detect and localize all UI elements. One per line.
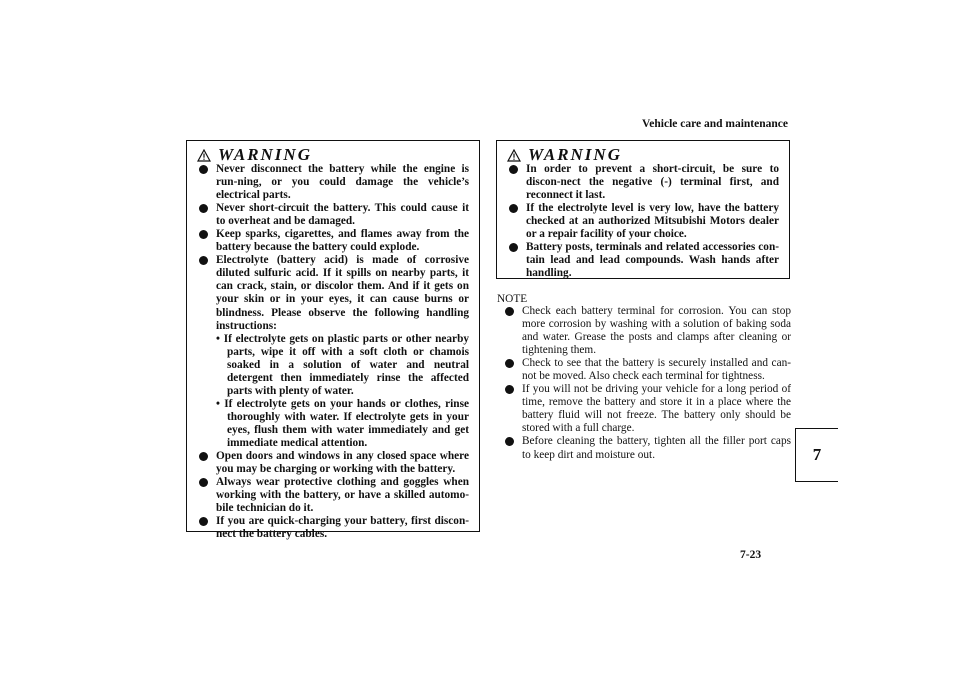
- bullet-icon: [505, 437, 514, 446]
- warning-item-text: Open doors and windows in any closed space where you may be charging or working with the battery.: [216, 450, 469, 476]
- warning-box-left: [186, 140, 480, 541]
- warning-item: [509, 202, 779, 241]
- note-item: [505, 435, 791, 461]
- bullet-icon: [199, 452, 208, 461]
- warning-item-text: Electrolyte (battery acid) is made of corrosive diluted sulfuric acid. If it spills on nearby parts, it can crack, stain, or discolor them. And if it gets on your skin or in your eyes, it can cause burns or blindness. Please observe the following handling instructions:: [216, 254, 469, 332]
- warning-item: [199, 254, 469, 450]
- warning-item-text: Never disconnect the battery while the engine is run-ning, or you could damage the vehicle’s electrical parts.: [216, 163, 469, 202]
- note-item-text: Before cleaning the battery, tighten all the filler port caps to keep dirt and moisture out.: [522, 435, 791, 461]
- warning-item-text: Always wear protective clothing and goggles when working with the battery, or have a skilled automo-bile technician do it.: [216, 476, 469, 515]
- bullet-icon: [199, 230, 208, 239]
- warning-item: [199, 228, 469, 254]
- bullet-icon: [509, 165, 518, 174]
- note-item: [505, 305, 791, 357]
- bullet-icon: [505, 359, 514, 368]
- warning-sub-item: • If electrolyte gets on your hands or clothes, rinse thoroughly with water. If electrolyte gets in your eyes, flush them with water immediately and get immediate medical attention.: [216, 398, 469, 450]
- bullet-icon: [199, 478, 208, 487]
- chapter-tab: 7: [795, 428, 838, 482]
- warning-item-text: If you are quick-charging your battery, first discon-nect the battery cables.: [216, 515, 469, 541]
- warning-item-text: Battery posts, terminals and related accessories con-tain lead and lead compounds. Wash hands after handling.: [526, 241, 779, 280]
- warning-item-text: In order to prevent a short-circuit, be sure to discon-nect the negative (-) terminal first, and reconnect it last.: [526, 163, 779, 202]
- bullet-icon: [199, 256, 208, 265]
- bullet-icon: [199, 517, 208, 526]
- warning-item: [199, 515, 469, 541]
- note-item-text: If you will not be driving your vehicle for a long period of time, remove the battery and store it in a place where the battery fluid will not freeze. The battery only should be stored with a full charge.: [522, 383, 791, 435]
- bullet-icon: [505, 385, 514, 394]
- note-item: [505, 357, 791, 383]
- warning-label: WARNING: [218, 145, 312, 165]
- warning-list: [199, 163, 469, 541]
- warning-item: [509, 241, 779, 280]
- warning-item: [199, 202, 469, 228]
- warning-item: [199, 163, 469, 202]
- bullet-icon: [199, 204, 208, 213]
- warning-triangle-icon: [197, 149, 211, 162]
- note-item-text: Check each battery terminal for corrosion. You can stop more corrosion by washing with a solution of baking soda and water. Grease the posts and clamps after cleaning or tightening them.: [522, 305, 791, 357]
- bullet-icon: [509, 243, 518, 252]
- warning-list: [509, 163, 779, 280]
- warning-item-text: Keep sparks, cigarettes, and flames away from the battery because the battery could explode.: [216, 228, 469, 254]
- warning-triangle-icon: [507, 149, 521, 162]
- note-list: [497, 305, 791, 462]
- warning-item: [199, 450, 469, 476]
- warning-sub-item: • If electrolyte gets on plastic parts or other nearby parts, wipe it off with a soft cloth or chamois soaked in a solution of water and neutral detergent then immediately rinse the affected parts with plenty of water.: [216, 333, 469, 398]
- page-number: 7-23: [740, 549, 762, 561]
- warning-item: [199, 476, 469, 515]
- bullet-icon: [505, 307, 514, 316]
- note-section: [497, 293, 791, 462]
- section-title: Vehicle care and maintenance: [642, 118, 788, 130]
- warning-item-text: If the electrolyte level is very low, have the battery checked at an authorized Mitsubishi Motors dealer or a repair facility of your choice.: [526, 202, 779, 241]
- warning-label: WARNING: [528, 145, 622, 165]
- bullet-icon: [199, 165, 208, 174]
- warning-box-right: [496, 140, 790, 279]
- note-title: NOTE: [497, 293, 528, 305]
- note-item-text: Check to see that the battery is securely installed and can-not be moved. Also check each terminal for tightness.: [522, 357, 791, 383]
- note-item: [505, 383, 791, 435]
- warning-sub-list: [216, 333, 469, 450]
- warning-item-text: Never short-circuit the battery. This could cause it to overheat and be damaged.: [216, 202, 469, 228]
- warning-item: [509, 163, 779, 202]
- bullet-icon: [509, 204, 518, 213]
